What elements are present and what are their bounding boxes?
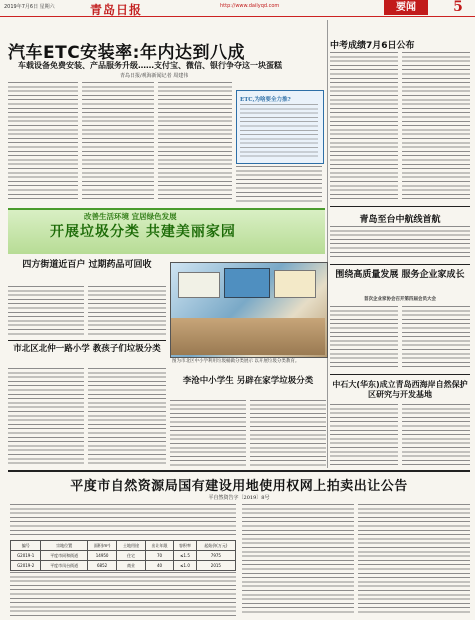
column-divider xyxy=(327,20,328,468)
main-subhead: 车载设备免费安装、产品服务升级……支付宝、微信、银行争夺这一块蛋糕 xyxy=(18,61,282,70)
sub-story2-text-a xyxy=(8,368,84,466)
table-header: 土地用途 xyxy=(117,541,145,551)
banner-title: 开展垃圾分类 共建美丽家园 xyxy=(50,224,236,240)
table-cell: 平度市凤台街道 xyxy=(41,561,87,571)
sub-story2-headline: 市北区北仲一路小学 教孩子们垃圾分类 xyxy=(13,344,161,354)
right-story4-text-a xyxy=(330,404,398,466)
right-story3-text-b xyxy=(402,306,470,370)
notice-text-b xyxy=(242,504,354,616)
site-url[interactable]: http://www.dailyqd.com xyxy=(220,3,280,9)
photo-caption: 图为市北区中小学利用垃圾桶做分类展示 以开展垃圾分类教育。 xyxy=(172,359,300,364)
sub-story3-text-b xyxy=(250,400,326,466)
table-cell: ≤1.0 xyxy=(174,561,196,571)
sidebar-box-title: ETC,为啥要全力推? xyxy=(240,97,291,103)
right-divider xyxy=(330,264,470,265)
table-cell: 住宅 xyxy=(117,551,145,561)
right-story1-text-a xyxy=(330,52,398,202)
table-header: 起始价(万元) xyxy=(196,541,235,551)
sub-story1-headline: 四方街道近百户 过期药品可回收 xyxy=(22,260,152,270)
table-header-row xyxy=(11,541,236,551)
right-story2-text xyxy=(330,226,470,260)
table-header: 编号 xyxy=(11,541,41,551)
photo-display-board xyxy=(224,268,270,298)
sub-story3-text-a xyxy=(170,400,246,466)
notice-number: 平自然资告字〔2019〕8号 xyxy=(208,495,270,501)
table-cell: G2019-1 xyxy=(11,551,41,561)
right-story1-text-b xyxy=(402,52,470,202)
photo-floor xyxy=(171,318,325,355)
table-cell: 商业 xyxy=(117,561,145,571)
right-divider xyxy=(330,374,470,375)
auction-table xyxy=(10,540,236,571)
notice-text-intro xyxy=(10,504,236,538)
right-story3-sub: 首次企业家协会召开第四届会员大会 xyxy=(364,297,436,302)
right-story4-headline: 中石大(华东)成立青岛西海岸自然保护区研究与开发基地 xyxy=(332,380,468,399)
right-story3-text-a xyxy=(330,306,398,370)
table-cell: 平度市同和街道 xyxy=(41,551,87,561)
sub-story1-text-a xyxy=(8,286,84,336)
table-header: 容积率 xyxy=(174,541,196,551)
banner-tagline: 改善生活环境 宜居绿色发展 xyxy=(84,212,177,221)
body-text-col1 xyxy=(8,82,78,202)
section-label: 要闻 xyxy=(384,0,428,15)
table-row xyxy=(11,561,236,571)
table-cell: G2019-2 xyxy=(11,561,41,571)
main-byline: 青岛日报/观海新闻记者 周建伟 xyxy=(120,73,189,79)
page-number: 5 xyxy=(453,0,463,15)
body-text-col4 xyxy=(236,166,322,202)
sub-story2-text-b xyxy=(88,368,166,466)
right-story2-headline: 青岛至台中航线首航 xyxy=(359,215,441,225)
newspaper-logo: 青岛日报 xyxy=(90,3,143,17)
body-text-col2 xyxy=(82,82,154,202)
notice-text-a xyxy=(10,572,236,616)
table-cell: 40 xyxy=(145,561,173,571)
right-divider xyxy=(330,206,470,207)
date-line: 2019年7月6日 星期六 xyxy=(4,4,55,10)
table-header: 宗地位置 xyxy=(41,541,87,551)
table-header: 出让年限 xyxy=(145,541,173,551)
table-header: 面积(m²) xyxy=(87,541,116,551)
story-divider xyxy=(8,340,166,341)
right-story4-text-b xyxy=(402,404,470,466)
notice-text-c xyxy=(358,504,470,616)
table-cell: 70 xyxy=(145,551,173,561)
sub-story1-text-b xyxy=(88,286,166,336)
photo-display-board xyxy=(274,270,316,298)
table-cell: 14950 xyxy=(87,551,116,561)
right-story1-headline: 中考成绩7月6日公布 xyxy=(330,41,415,51)
table-cell: 2015 xyxy=(196,561,235,571)
right-story3-headline: 围绕高质量发展 服务企业家成长 xyxy=(335,270,465,280)
photo-display-board xyxy=(178,272,220,298)
sidebar-box-text xyxy=(240,104,318,158)
notice-headline: 平度市自然资源局国有建设用地使用权网上拍卖出让公告 xyxy=(70,479,408,494)
sub-story3-headline: 李沧中小学生 另辟在家学垃圾分类 xyxy=(182,376,314,386)
table-cell: ≤1.5 xyxy=(174,551,196,561)
body-text-col3 xyxy=(158,82,232,202)
main-headline: 汽车ETC安装率:年内达到八成 xyxy=(8,43,245,63)
table-cell: 7975 xyxy=(196,551,235,561)
notice-top-rule xyxy=(8,470,470,472)
table-row xyxy=(11,551,236,561)
table-cell: 6852 xyxy=(87,561,116,571)
